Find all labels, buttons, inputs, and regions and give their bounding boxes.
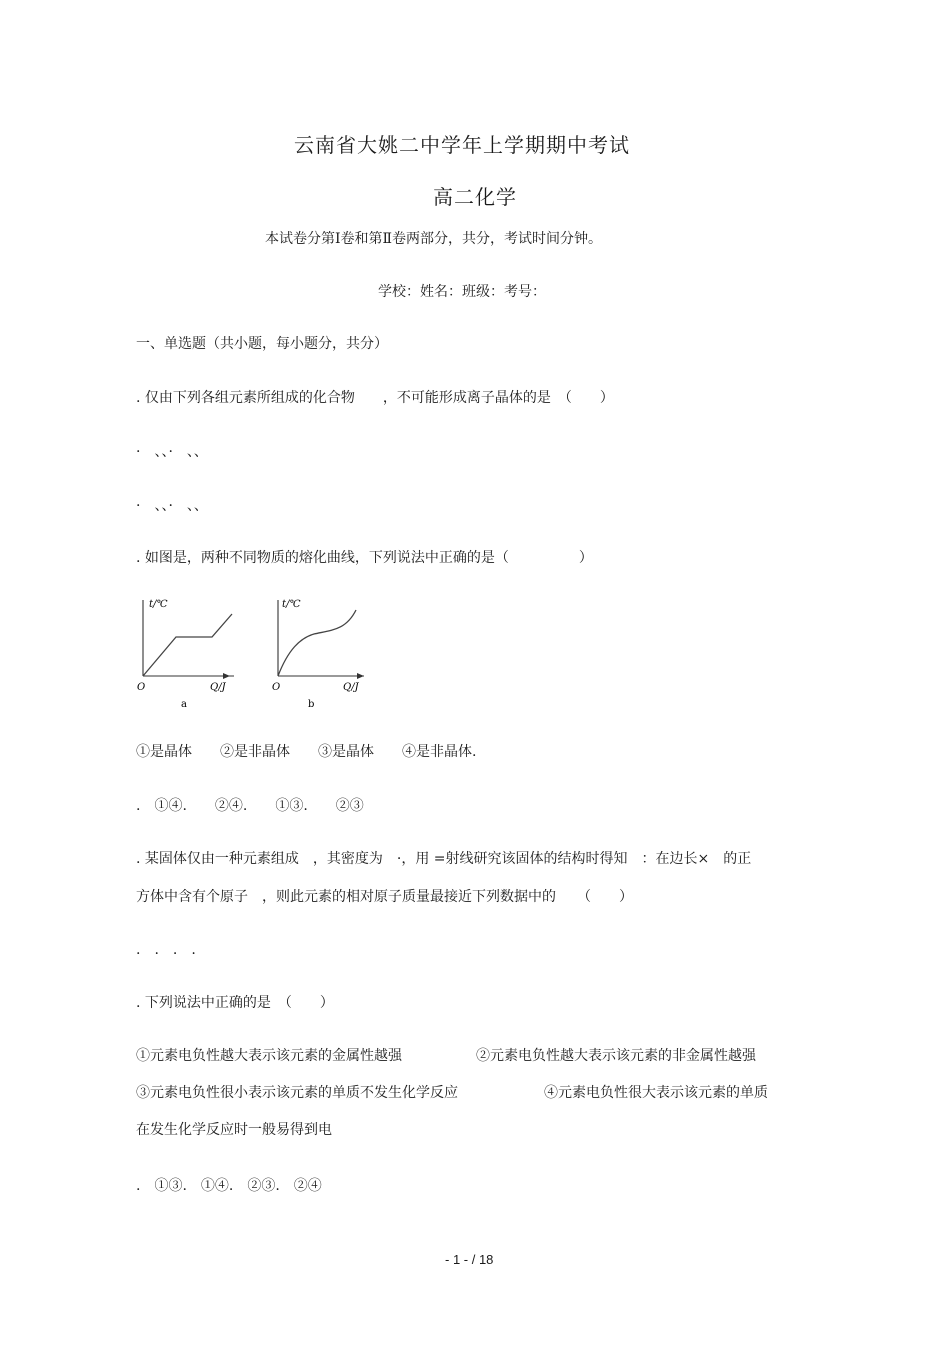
graph-a — [137, 599, 234, 710]
question-2-stem: . 如图是，两种不同物质的熔化曲线，下列说法中正确的是（ ） — [136, 550, 593, 566]
question-4-statement-2: ②元素电负性越大表示该元素的非金属性越强 — [476, 1048, 756, 1064]
question-4-statement-4: ④元素电负性很大表示该元素的单质 — [544, 1085, 768, 1101]
question-4-options: . ①③. ①④. ②③. ②④ — [136, 1178, 322, 1194]
graph-a-curve — [143, 614, 232, 676]
question-3-stem-line1: . 某固体仅由一种元素组成 ，其密度为 ·，用 =射线研究该固体的结构时得知 ：在边长× 的正 — [136, 851, 752, 867]
question-4-stem: . 下列说法中正确的是 （ ） — [136, 995, 334, 1011]
question-3-options: . . . . — [136, 942, 196, 958]
section-heading: 一、单选题（共小题，每小题分，共分） — [136, 336, 388, 352]
graph-b-caption: b — [308, 699, 315, 710]
student-info-line: 学校：姓名：班级：考号： — [378, 284, 546, 300]
graph-b-origin: O — [272, 682, 281, 693]
graph-a-x-arrow — [223, 673, 230, 679]
page-number: - 1 - / 18 — [445, 1252, 494, 1267]
graph-a-ylabel: t/℃ — [149, 599, 168, 610]
graph-b-xlabel: Q/J — [343, 682, 359, 693]
question-1-options-row1: · 、、· 、、 — [136, 444, 208, 460]
question-1-stem: . 仅由下列各组元素所组成的化合物 ，不可能形成离子晶体的是 （ ） — [136, 390, 614, 406]
exam-instructions: 本试卷分第Ⅰ卷和第Ⅱ卷两部分，共分，考试时间分钟。 — [265, 231, 603, 247]
graph-a-origin: O — [137, 682, 146, 693]
question-4-statement-1: ①元素电负性越大表示该元素的金属性越强 — [136, 1048, 402, 1064]
question-1-options-row2: · 、、· 、、 — [136, 498, 208, 514]
graph-b-ylabel: t/℃ — [282, 599, 301, 610]
question-2-statements: ①是晶体 ②是非晶体 ③是晶体 ④是非晶体. — [136, 744, 477, 760]
subject-title: 高二化学 — [433, 185, 517, 209]
question-4-statement-3: ③元素电负性很小表示该元素的单质不发生化学反应 — [136, 1085, 458, 1101]
document-title: 云南省大姚二中学年上学期期中考试 — [294, 133, 630, 157]
question-4-statement-4-continued: 在发生化学反应时一般易得到电 — [136, 1122, 332, 1138]
question-3-stem-line2: 方体中含有个原子 ，则此元素的相对原子质量最接近下列数据中的 （ ） — [136, 889, 633, 905]
question-2-options: . ①④. ②④. ①③. ②③ — [136, 798, 364, 814]
graph-b — [272, 599, 364, 710]
graph-a-caption: a — [181, 699, 187, 710]
graph-b-x-arrow — [357, 673, 364, 679]
graph-b-curve — [278, 610, 356, 676]
melting-curves-figure — [132, 590, 372, 712]
graph-a-xlabel: Q/J — [210, 682, 226, 693]
